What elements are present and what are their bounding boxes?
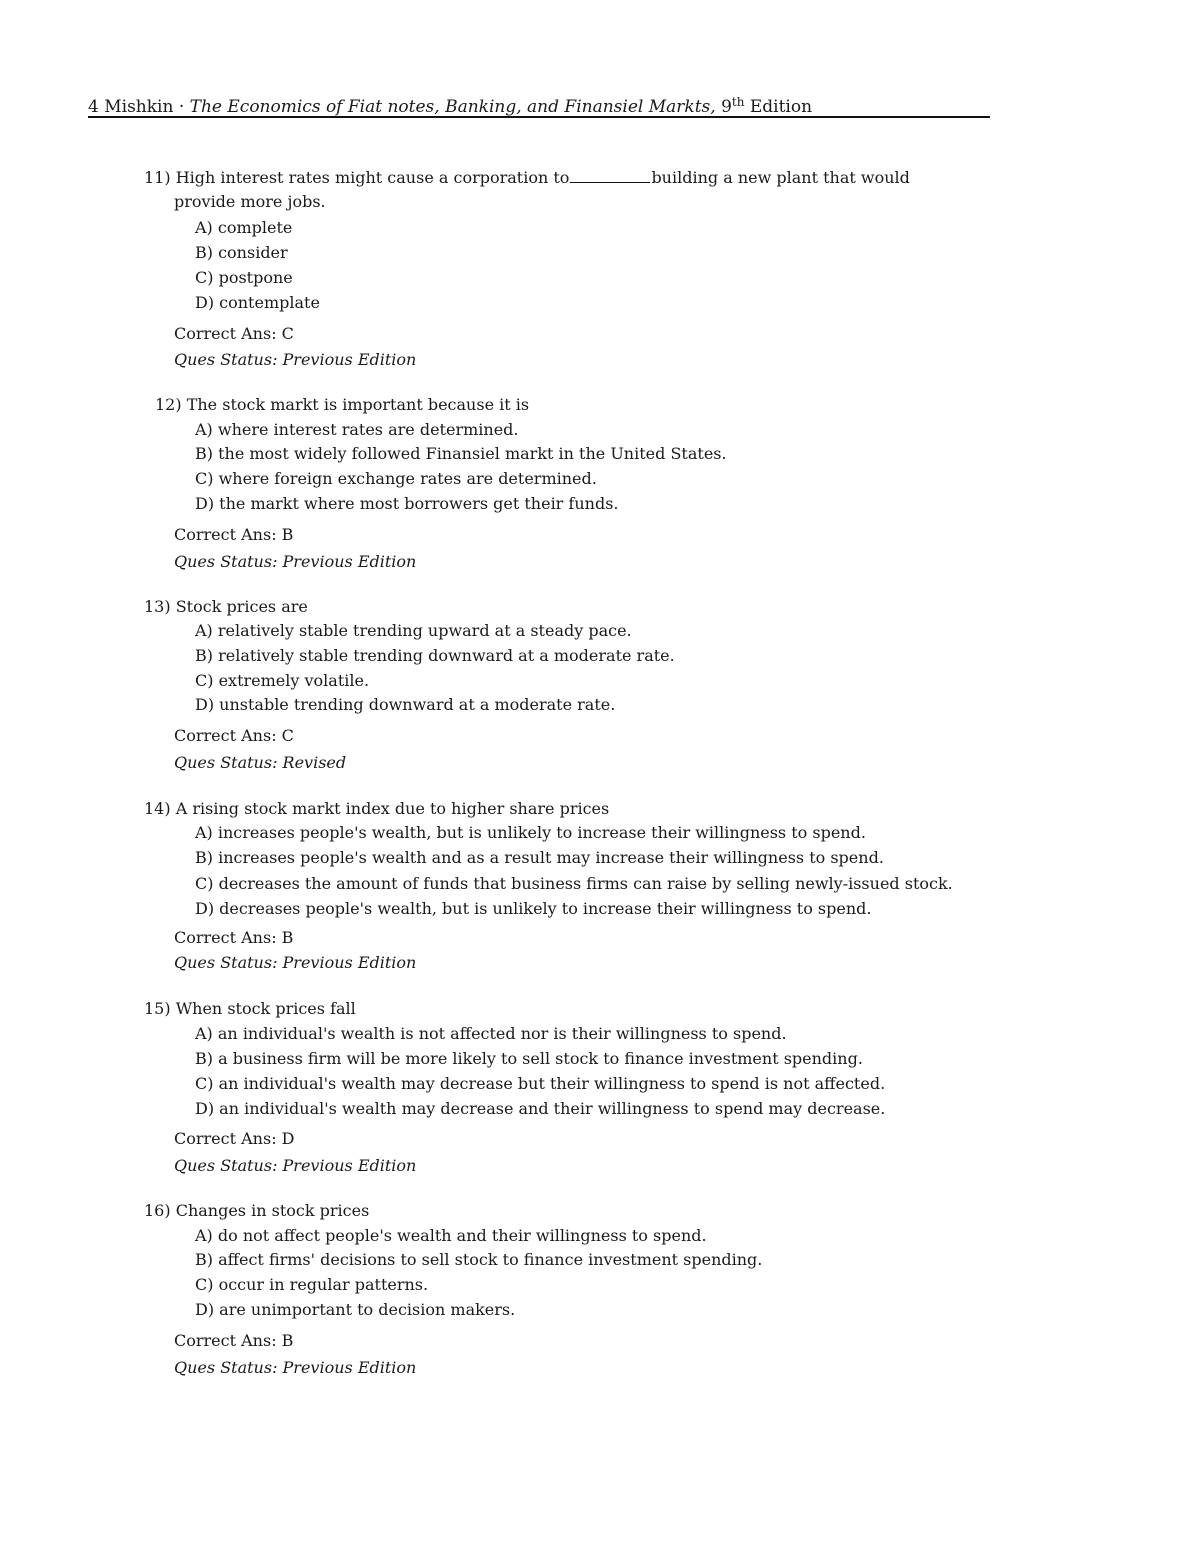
option-a: A) relatively stable trending upward at a steady pace.	[195, 621, 632, 640]
header-prefix: 4 Mishkin ·	[88, 97, 190, 117]
answer-blank	[570, 168, 650, 183]
option-c: C) an individual's wealth may decrease but their willingness to spend is not affected.	[195, 1074, 886, 1093]
option-b: B) consider	[195, 243, 288, 262]
option-b: B) a business firm will be more likely to sell stock to finance investment spending.	[195, 1049, 863, 1068]
question-number: 13)	[144, 597, 171, 616]
correct-answer: Correct Ans: B	[174, 525, 294, 544]
correct-answer: Correct Ans: D	[174, 1129, 295, 1148]
question-stem	[144, 797, 609, 821]
option-c: C) extremely volatile.	[195, 671, 370, 690]
header-rule	[88, 116, 990, 118]
edition-suffix: th	[731, 95, 745, 109]
question-status: Ques Status: Previous Edition	[174, 1358, 417, 1377]
option-d: D) are unimportant to decision makers.	[195, 1300, 516, 1319]
question-stem	[144, 595, 308, 619]
stem-before-blank: High interest rates might cause a corporation to	[175, 168, 570, 187]
question-status: Ques Status: Previous Edition	[174, 1156, 417, 1175]
stem-text: When stock prices fall	[175, 999, 356, 1018]
edition-word: Edition	[744, 97, 813, 117]
option-b: B) relatively stable trending downward at a moderate rate.	[195, 646, 675, 665]
stem-text: The stock markt is important because it is	[186, 395, 530, 414]
question-number: 12)	[155, 395, 182, 414]
option-d: D) contemplate	[195, 293, 320, 312]
question-stem	[144, 166, 910, 190]
stem-text: Changes in stock prices	[175, 1201, 370, 1220]
correct-answer: Correct Ans: C	[174, 324, 294, 343]
option-a: A) do not affect people's wealth and their willingness to spend.	[195, 1226, 707, 1245]
question-status: Ques Status: Previous Edition	[174, 350, 417, 369]
option-a: A) an individual's wealth is not affected nor is their willingness to spend.	[195, 1024, 787, 1043]
question-number: 11)	[144, 168, 171, 187]
option-b: B) affect firms' decisions to sell stock to finance investment spending.	[195, 1250, 763, 1269]
option-b: B) increases people's wealth and as a result may increase their willingness to spend.	[195, 848, 884, 867]
question-number: 14)	[144, 799, 171, 818]
option-c: C) where foreign exchange rates are determined.	[195, 469, 597, 488]
stem-text: Stock prices are	[175, 597, 308, 616]
question-status: Ques Status: Previous Edition	[174, 953, 417, 972]
question-stem	[144, 1199, 369, 1223]
question-stem	[155, 393, 529, 417]
option-c: C) occur in regular patterns.	[195, 1275, 429, 1294]
option-d: D) decreases people's wealth, but is unlikely to increase their willingness to spend.	[195, 899, 872, 918]
option-d: D) the markt where most borrowers get their funds.	[195, 494, 619, 513]
option-d: D) unstable trending downward at a moderate rate.	[195, 695, 616, 714]
option-c: C) decreases the amount of funds that business firms can raise by selling newly-issued stock.	[195, 874, 953, 893]
option-b: B) the most widely followed Finansiel markt in the United States.	[195, 444, 727, 463]
running-header	[88, 90, 990, 119]
option-a: A) increases people's wealth, but is unlikely to increase their willingness to spend.	[195, 823, 866, 842]
stem-text: A rising stock markt index due to higher share prices	[175, 799, 610, 818]
question-status: Ques Status: Revised	[174, 753, 347, 772]
option-d: D) an individual's wealth may decrease and their willingness to spend may decrease.	[195, 1099, 886, 1118]
option-a: A) complete	[195, 218, 293, 237]
question-number: 15)	[144, 999, 171, 1018]
edition-number: 9	[721, 97, 732, 117]
correct-answer: Correct Ans: B	[174, 928, 294, 947]
question-status: Ques Status: Previous Edition	[174, 552, 417, 571]
book-title: The Economics of Fiat notes, Banking, and Finansiel Markts,	[189, 97, 716, 117]
correct-answer: Correct Ans: B	[174, 1331, 294, 1350]
question-stem	[144, 997, 356, 1021]
correct-answer: Correct Ans: C	[174, 726, 294, 745]
question-stem-continued: provide more jobs.	[174, 192, 326, 211]
question-number: 16)	[144, 1201, 171, 1220]
stem-after-blank: building a new plant that would	[651, 168, 910, 187]
option-a: A) where interest rates are determined.	[195, 420, 519, 439]
option-c: C) postpone	[195, 268, 293, 287]
